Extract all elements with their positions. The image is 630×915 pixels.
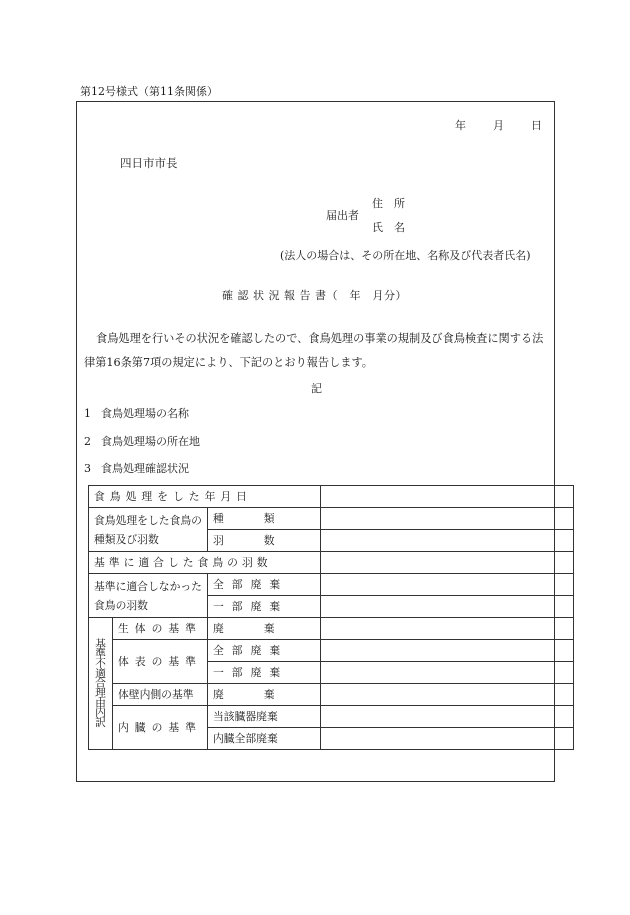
processed-birds-label: 食鳥処理をした食鳥の種類及び羽数 (89, 508, 208, 552)
item-facility-name (84, 408, 189, 419)
confirmation-table (88, 485, 574, 750)
item-label: 食鳥処理確認状況 (101, 462, 189, 475)
all-viscera-discard-label: 内臓全部廃棄 (207, 728, 320, 750)
table-row (89, 486, 574, 508)
item-confirmation-status (84, 463, 189, 474)
form-title: 第12号様式（第11条関係） (80, 85, 218, 98)
viscera-text: 内臓の基準 (118, 721, 202, 734)
partial-discard-label (207, 596, 320, 618)
date-month: 月 (493, 119, 504, 132)
cell-processing-date (89, 486, 321, 508)
all-discard-label (207, 640, 320, 662)
table-row (89, 618, 574, 640)
value-count[interactable] (320, 530, 573, 552)
table-row (89, 574, 574, 596)
value-all-viscera-discard[interactable] (320, 728, 573, 750)
table-row (89, 706, 574, 728)
type-label (207, 508, 320, 530)
all-discard-text: 全部廃棄 (212, 578, 289, 591)
addressee: 四日市市長 (120, 156, 178, 170)
date-year: 年 (455, 119, 466, 132)
living-body-text: 生体の基準 (118, 622, 202, 635)
value-living-body[interactable] (320, 618, 573, 640)
address-label: 住 所 (372, 197, 405, 210)
living-body-label (113, 618, 208, 640)
viscera-label (113, 706, 208, 750)
discard-text: 廃棄 (212, 688, 315, 701)
name-label: 氏 名 (372, 221, 405, 234)
value-body-surface-partial[interactable] (320, 662, 573, 684)
value-body-surface-all[interactable] (320, 640, 573, 662)
inner-wall-label: 体壁内側の基準 (113, 684, 208, 706)
count-text: 羽数 (212, 534, 315, 547)
discard-text: 廃棄 (212, 622, 315, 635)
cell-conforming (89, 552, 321, 574)
organ-discard-label: 当該臓器廃棄 (207, 706, 320, 728)
reason-breakdown-label (89, 618, 113, 750)
item-number: 2 (84, 435, 91, 448)
value-nonconforming-partial[interactable] (320, 596, 573, 618)
value-organ-discard[interactable] (320, 706, 573, 728)
all-discard-label (207, 574, 320, 596)
value-inner-wall[interactable] (320, 684, 573, 706)
table-row (89, 508, 574, 530)
item-label: 食鳥処理場の名称 (101, 407, 189, 420)
count-label (207, 530, 320, 552)
body-text: 食鳥処理を行いその状況を確認したので、食鳥処理の事業の規制及び食鳥検査に関する法律第16条第7項の規定により、下記のとおり報告します。 (84, 332, 544, 369)
partial-discard-label (207, 662, 320, 684)
reason-breakdown-text: 基準不適合理由内訳 (94, 637, 107, 727)
document-title: 確 認 状 況 報 告 書（ 年 月分） (222, 289, 407, 302)
type-text: 種類 (212, 512, 315, 525)
table-row (89, 640, 574, 662)
value-nonconforming-all[interactable] (320, 574, 573, 596)
corporation-note: (法人の場合は、その所在地、名称及び代表者氏名) (280, 249, 531, 262)
filer-label: 届出者 (326, 209, 359, 222)
date-line (455, 120, 542, 131)
value-type[interactable] (320, 508, 573, 530)
date-day: 日 (531, 119, 542, 132)
nonconforming-label: 基準に適合しなかった食鳥の羽数 (89, 574, 208, 618)
table-row (89, 552, 574, 574)
item-number: 3 (84, 462, 91, 475)
item-facility-location (84, 436, 200, 447)
partial-discard-text: 一部廃棄 (212, 666, 289, 679)
ki-heading: 記 (311, 382, 322, 395)
partial-discard-text: 一部廃棄 (212, 600, 289, 613)
discard-label (207, 618, 320, 640)
item-label: 食鳥処理場の所在地 (101, 435, 200, 448)
discard-label (207, 684, 320, 706)
item-number: 1 (84, 407, 91, 420)
body-surface-text: 体表の基準 (118, 655, 202, 668)
table-row (89, 684, 574, 706)
processing-date-label: 食鳥処理をした年月日 (94, 490, 252, 503)
conforming-label: 基準に適合した食鳥の羽数 (94, 556, 272, 569)
value-conforming[interactable] (320, 552, 573, 574)
value-processing-date[interactable] (320, 486, 573, 508)
body-surface-label (113, 640, 208, 684)
all-discard-text: 全部廃棄 (212, 644, 289, 657)
